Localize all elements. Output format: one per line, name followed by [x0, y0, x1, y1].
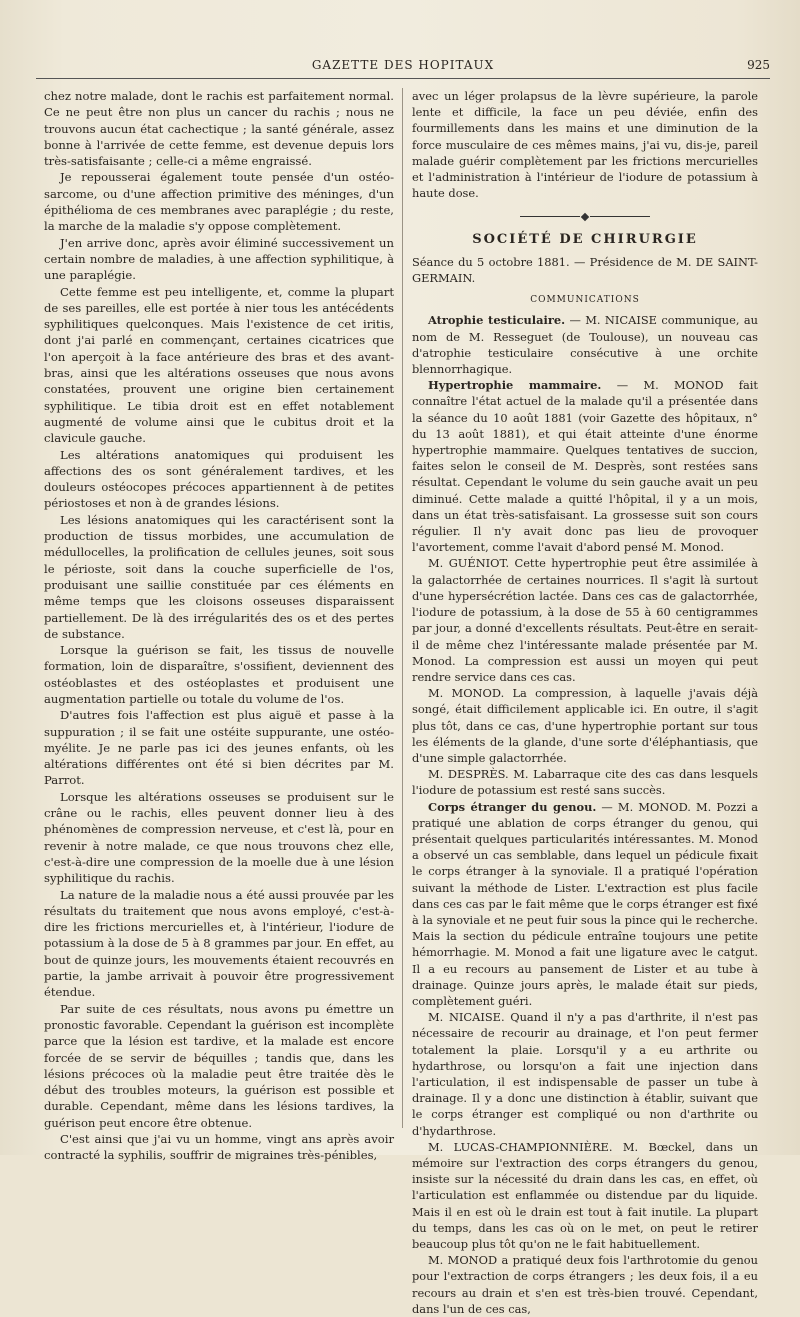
- article-paragraph: chez notre malade, dont le rachis est parfaitement normal. Ce ne peut être non plus un cancer du rachis ; nous ne trouvons aucun état cachectique ; la santé générale, assez bonne à l'arrivée de cette femme, est devenue depuis lors très-satisfaisante ; celle-ci a même engraissé.: [44, 89, 394, 169]
- communication-paragraph: [412, 799, 758, 1010]
- communications-list: [412, 312, 758, 1317]
- communication-heading: Corps étranger du genou.: [428, 799, 597, 814]
- communication-paragraph: [412, 766, 758, 798]
- right-column: [412, 88, 758, 1317]
- communications-title: COMMUNICATIONS: [530, 295, 640, 306]
- page-header: [36, 58, 770, 79]
- communication-paragraph: [412, 1139, 758, 1252]
- communication-text: M. DESPRÈS. M. Labarraque cite des cas dans lesquels l'iodure de potassium est resté sans succès.: [412, 767, 758, 798]
- communication-text: — M. NICAISE communique, au nom de M. Resseguet (de Toulouse), un nouveau cas d'atrophie testiculaire consécutive à une orchite blennorrhagique.: [412, 313, 759, 377]
- intro-paragraph: avec un léger prolapsus de la lèvre supérieure, la parole lente et difficile, la face un peu déviée, enfin des fourmillements dans les mains et une diminution de la force musculaire de ces mêmes mains, j'ai vu, dis-je, pareil malade guérir complètement par les frictions mercurielles et l'administration à l'intérieur de l'iodure de potassium à haute dose.: [412, 89, 758, 201]
- communication-text: M. MONOD. La compression, à laquelle j'avais déjà songé, était difficilement applicable ici. En outre, il s'agit plus tôt, dans ce cas, d'une hypertrophie portant sur tous les éléments de la glande, d'une sorte d'éléphantiasis, que d'une simple galactorrhée.: [412, 686, 758, 765]
- communication-text: — M. MONOD. M. Pozzi a pratiqué une ablation de corps étranger du genou, qui présentait quelques particularités intéressantes. M. Monod a observé un cas semblable, dans lequel un pédicule fixait le corps étranger à la synoviale. Il a pratiqué l'opération suivant la méthode de Lister. L'extraction est plus facile dans ces cas par le fait même que le corps étranger est fixé à la synoviale et ne peut fuir sous la pince qui le recherche. Mais la section du pédicule entraîne toujours une petite hémorrhagie. M. Monod a fait une ligature avec le catgut. Il a eu recours au pansement de Lister et au tube à drainage. Quinze jours après, le malade était sur pieds, complètement guéri.: [412, 799, 758, 1008]
- communication-paragraph: [412, 377, 758, 555]
- communication-paragraph: [412, 685, 758, 766]
- column-divider: [402, 88, 403, 1128]
- communication-text: M. NICAISE. Quand il n'y a pas d'arthrite, il n'est pas nécessaire de recourir au drainage, et l'on peut fermer totalement la plaie. Lorsqu'il y a eu arthrite ou hydarthrose, ou lorsqu'on a fait une injection dans l'articulation, il est indispensable de passer un tube à drainage. Il y a donc une distinction à établir, suivant que le corps étranger est compliqué ou non d'arthrite ou d'hydarthrose.: [412, 1010, 758, 1138]
- page-number: 925: [747, 58, 770, 72]
- article-paragraph: Par suite de ces résultats, nous avons pu émettre un pronostic favorable. Cependant la guérison est incomplète parce que la lésion est tardive, et la malade est encore forcée de se servir de béquilles ; tandis que, dans les lésions précoces où la maladie peut être traitée dès le début des troubles moteurs, la guérison est possible et durable. Cependant, même dans les lésions tardives, la guérison peut encore être obtenue.: [44, 1001, 394, 1130]
- left-column: [44, 88, 394, 1164]
- article-paragraph: Lorsque les altérations osseuses se produisent sur le crâne ou le rachis, elles peuvent donner lieu à des phénomènes de compression nerveuse, et c'est là, pour en revenir à notre malade, ce que nous trouvons chez elle, c'est-à-dire une compression de la moelle due à une lésion syphilitique du rachis.: [44, 789, 394, 886]
- article-paragraph: La nature de la maladie nous a été aussi prouvée par les résultats du traitement que nous avons employé, c'est-à-dire les frictions mercurielles et, à l'intérieur, l'iodure de potassium à la dose de 5 à 8 grammes par jour. En effet, au bout de quinze jours, les mouvements étaient recouvrés en partie, la jambe arrivait à pouvoir être progressivement étendue.: [44, 887, 394, 1000]
- article-paragraph: Les altérations anatomiques qui produisent les affections des os sont généralement tardives, et les douleurs ostéocopes précoces appartiennent à de petites périostoses et non à de grandes lésions.: [44, 447, 394, 511]
- communication-text: M. GUÉNIOT. Cette hypertrophie peut être assimilée à la galactorrhée de certaines nourrices. Il s'agit là surtout d'une hypersécrétion lactée. Dans ces cas de galactorrhée, l'iodure de potassium, à la dose de 55 à 60 centigrammes par jour, a donné d'excellents résultats. Peut-être en serait-il de même chez l'intéressante malade présentée par M. Monod. La compression est aussi un moyen qui peut rendre service dans ces cas.: [412, 556, 758, 684]
- communication-text: M. LUCAS-CHAMPIONNIÈRE. M. Bœckel, dans un mémoire sur l'extraction des corps étrangers du genou, insiste sur la nécessité du drain dans les cas, en effet, où l'articulation est enflammée ou distendue par du liquide. Mais il en est où le drain est tout à fait inutile. La plupart du temps, dans les cas où on le met, on peut le retirer beaucoup plus tôt qu'on ne le fait habituellement.: [412, 1139, 758, 1252]
- article-paragraph: Les lésions anatomiques qui les caractérisent sont la production de tissus morbides, une accumulation de médullocelles, la prolification de cellules jeunes, soit sous le périoste, soit dans la couche superficielle de l'os, produisant une saillie constituée par ces éléments en même temps que les cloisons osseuses disparaissent partiellement. De là des irrégularités des os et des pertes de substance.: [44, 512, 394, 641]
- article-paragraph: J'en arrive donc, après avoir éliminé successivement un certain nombre de maladies, à une affection syphilitique, à une paraplégie.: [44, 235, 394, 283]
- article-paragraph: D'autres fois l'affection est plus aiguë et passe à la suppuration ; il se fait une ostéite suppurante, une ostéo-myélite. Je ne parle pas ici des jeunes enfants, où les altérations différentes ont été si bien décrites par M. Parrot.: [44, 708, 394, 788]
- communication-heading: Atrophie testiculaire.: [428, 313, 566, 328]
- communication-paragraph: [412, 555, 758, 685]
- article-paragraph: Cette femme est peu intelligente, et, comme la plupart de ses pareilles, elle est portée à nier tous les antécédents syphilitiques quelconques. Mais l'existence de cet iritis, dont j'ai parlé en commençant, certaines cicatrices que l'on aperçoit à la face antérieure des bras et des avant-bras, ainsi que les altérations osseuses que nous avons constatées, prouvent une origine bien certainement syphilitique. Le tibia droit est en effet notablement augmenté de volume ainsi que le cubitus droit et la clavicule gauche.: [44, 284, 394, 446]
- section-separator: [412, 209, 758, 225]
- seance-line: Séance du 5 octobre 1881. — Présidence de M. DE SAINT-GERMAIN.: [412, 254, 758, 286]
- communication-paragraph: [412, 1009, 758, 1139]
- communication-text: M. MONOD a pratiqué deux fois l'arthrotomie du genou pour l'extraction de corps étrangers ; les deux fois, il a eu recours au drain et s'en est très-bien trouvé. Cependant, dans l'un de ces cas,: [412, 1253, 758, 1316]
- communication-paragraph: [412, 312, 758, 377]
- article-paragraph: Je repousserai également toute pensée d'un ostéo-sarcome, ou d'une affection primitive des méninges, d'un épithélioma de ces membranes avec paraplégie ; du reste, la marche de la maladie s'y oppose complètement.: [44, 170, 394, 234]
- article-paragraph: C'est ainsi que j'ai vu un homme, vingt ans après avoir contracté la syphilis, souffrir de migraines très-pénibles,: [44, 1132, 394, 1163]
- communication-text: — M. MONOD fait connaître l'état actuel de la malade qu'il a présentée dans la séance du 10 août 1881 (voir Gazette des hôpitaux, n° du 13 août 1881), et qui était atteinte d'une énorme hypertrophie mammaire. Quelques tentatives de succion, faites selon le conseil de M. Desprès, sont restées sans résultat. Cependant le volume du sein gauche avait un peu diminué. Cette malade a quitté l'hôpital, il y a un mois, dans un état très-satisfaisant. La grossesse suit son cours régulier. Il n'y avait donc pas lieu de provoquer l'avortement, comme l'avait d'abord pensé M. Monod.: [412, 378, 759, 555]
- journal-title: GAZETTE DES HOPITAUX: [311, 58, 495, 72]
- society-title: SOCIÉTÉ DE CHIRURGIE: [472, 231, 698, 247]
- communication-paragraph: [412, 1252, 758, 1317]
- communication-heading: Hypertrophie mammaire.: [428, 378, 602, 393]
- article-paragraph: Lorsque la guérison se fait, les tissus de nouvelle formation, loin de disparaître, s'ossifient, deviennent des ostéoblastes et des ostéoplastes et produisent une augmentation partielle ou totale du volume de l'os.: [44, 643, 394, 706]
